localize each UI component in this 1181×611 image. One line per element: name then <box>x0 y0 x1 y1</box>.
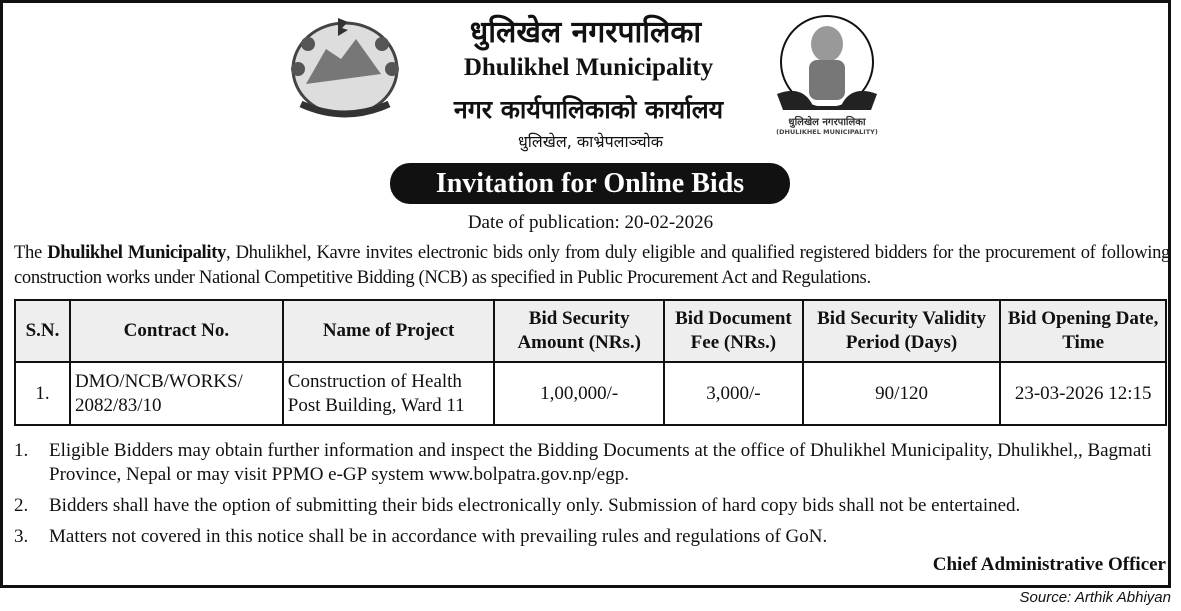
list-item <box>14 439 1164 487</box>
col-document-fee: Bid Document Fee (NRs.) <box>664 300 803 362</box>
notice-heading: Invitation for Online Bids <box>390 163 790 204</box>
address-nepali: धुलिखेल, काभ्रेपलाञ्चोक <box>517 132 664 151</box>
cell-validity: 90/120 <box>803 362 1001 425</box>
cell-sn: 1. <box>15 362 70 425</box>
table-header-row <box>15 300 1166 362</box>
note-number: 1. <box>14 440 29 461</box>
notes-list <box>14 439 1164 556</box>
col-bid-security: Bid Security Amount (NRs.) <box>494 300 664 362</box>
col-validity: Bid Security Validity Period (Days) <box>803 300 1001 362</box>
table-row <box>15 362 1166 425</box>
intro-rest: , Dhulikhel, Kavre invites electronic bids only from duly eligible and qualified registered bidders for the procurement of following construction works under National Competitive Bidding (NCB) as specified in Public Procurement Act and Regulations. <box>14 242 1171 288</box>
cell-opening: 23-03-2026 12:15 <box>1000 362 1166 425</box>
col-contract-no: Contract No. <box>70 300 283 362</box>
col-sn: S.N. <box>15 300 70 362</box>
signature: Chief Administrative Officer <box>932 554 1166 575</box>
note-text: Matters not covered in this notice shall be in accordance with prevailing rules and regulations of GoN. <box>49 526 828 547</box>
note-number: 2. <box>14 495 29 516</box>
publication-date: Date of publication: 20-02-2026 <box>467 212 714 233</box>
subtitle-nepali: नगर कार्यपालिकाको कार्यालय <box>453 95 724 124</box>
title-nepali: धुलिखेल नगरपालिका <box>469 15 702 50</box>
cell-project-name: Construction of Health Post Building, Ward 11 <box>283 362 495 425</box>
note-number: 3. <box>14 526 29 547</box>
title-english: Dhulikhel Municipality <box>463 54 714 81</box>
note-text: Bidders shall have the option of submitting their bids electronically only. Submission of hard copy bids shall not be entertained. <box>49 495 1021 516</box>
intro-bold: Dhulikhel Municipality <box>47 242 226 263</box>
list-item <box>14 525 1164 549</box>
logo-text-en: (DHULIKHEL MUNICIPALITY) <box>776 128 878 136</box>
cell-bid-security: 1,00,000/- <box>494 362 664 425</box>
cell-contract-no: DMO/NCB/WORKS/ 2082/83/10 <box>70 362 283 425</box>
logo-text-np: धुलिखेल नगरपालिका <box>788 117 866 128</box>
list-item <box>14 494 1164 518</box>
bids-table <box>14 299 1167 426</box>
source-credit: Source: Arthik Abhiyan <box>1019 589 1171 606</box>
cell-document-fee: 3,000/- <box>664 362 803 425</box>
col-opening: Bid Opening Date, Time <box>1000 300 1166 362</box>
intro-prefix: The <box>14 242 48 263</box>
note-text: Eligible Bidders may obtain further information and inspect the Bidding Documents at the office of Dhulikhel Municipality, Dhulikhel,, Bagmati Province, Nepal or may visit PPMO e-GP system www.bolpatra.gov.np/egp. <box>49 440 1152 485</box>
col-project-name: Name of Project <box>283 300 495 362</box>
intro-paragraph <box>14 240 1170 290</box>
